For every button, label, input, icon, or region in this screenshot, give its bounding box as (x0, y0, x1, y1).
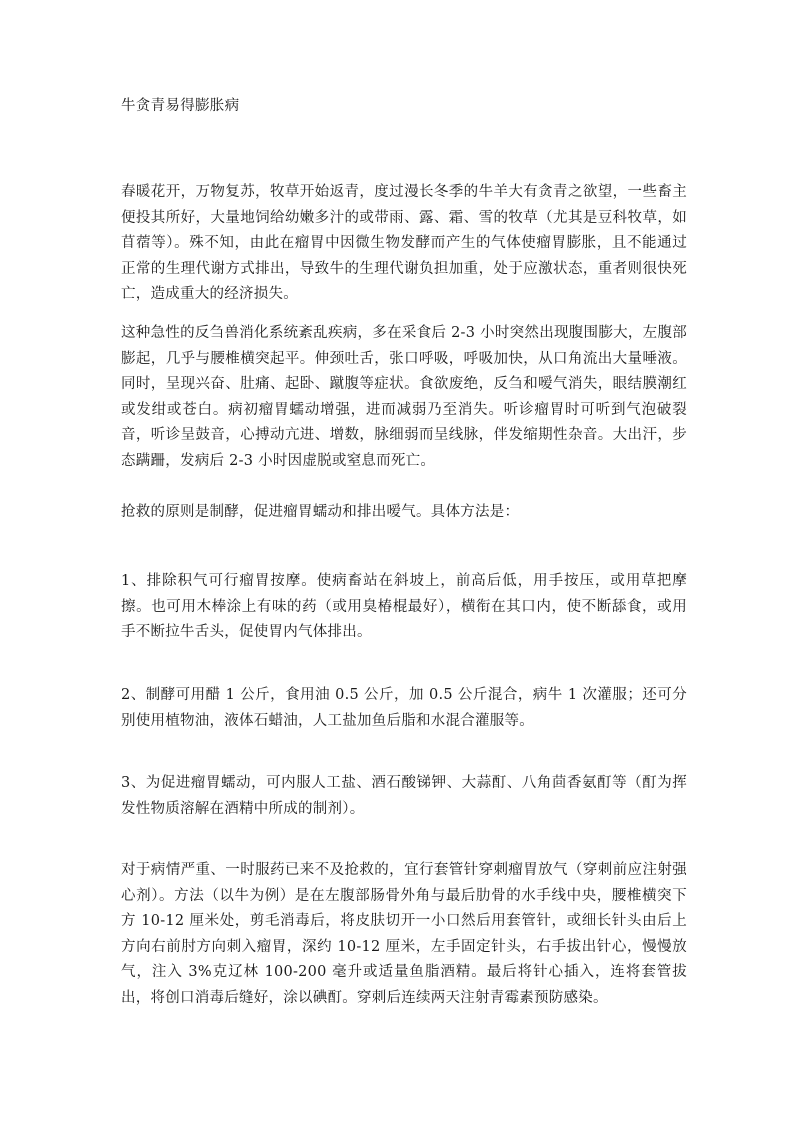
paragraph-symptoms: 这种急性的反刍兽消化系统紊乱疾病，多在采食后 2-3 小时突然出现腹围膨大，左腹部膨起，几乎与腰椎横突起平。伸颈吐舌，张口呼吸，呼吸加快，从口角流出大量唾液。同时，呈现兴奋、肚痛、起卧、蹴腹等症状。食欲废绝，反刍和嗳气消失，眼结膜潮红或发绀或苍白。病初瘤胃蠕动增强，进而减弱乃至消失。听诊瘤胃时可听到气泡破裂音，听诊呈鼓音，心搏动亢进、增数，脉细弱而呈线脉，伴发缩期性杂音。大出汗，步态蹒跚，发病后 2-3 小时因虚脱或窒息而死亡。 (121, 325, 687, 469)
paragraph-rescue-principle: 抢救的原则是制酵，促进瘤胃蠕动和排出嗳气。具体方法是： (121, 504, 520, 520)
paragraph-puncture: 对于病情严重、一时服药已来不及抢救的，宜行套管针穿刺瘤胃放气（穿刺前应注射强心剂）。方法（以牛为例）是在左腹部肠骨外角与最后肋骨的水手线中央，腰椎横突下方 10-12 厘米处，剪毛消毒后，将皮肤切开一小口然后用套管针，或细长针头由后上方向右前肘方向刺入瘤胃，深约 10-12 厘米，左手固定针头，右手拔出针心，慢慢放气，注入 3%克辽林 100-200 毫升或适量鱼脂酒精。最后将针心插入，连将套管拔出，将创口消毒后缝好，涂以碘酊。穿刺后连续两天注射青霉素预防感染。 (121, 862, 687, 1006)
paragraph-method-3: 3、为促进瘤胃蠕动，可内服人工盐、酒石酸锑钾、大蒜酊、八角茴香氨酊等（酊为挥发性物质溶解在酒精中所成的制剂）。 (121, 775, 687, 817)
document-title: 牛贪青易得膨胀病 (121, 98, 240, 114)
paragraph-method-1: 1、排除积气可行瘤胃按摩。使病畜站在斜坡上，前高后低，用手按压，或用草把摩擦。也可用木棒涂上有味的药（或用臭椿棍最好），横衔在其口内，使不断舔食，或用手不断拉牛舌头，促使胃内气体排出。 (121, 573, 687, 641)
paragraph-method-2: 2、制酵可用醋 1 公斤，食用油 0.5 公斤，加 0.5 公斤混合，病牛 1 次灌服；还可分别使用植物油，液体石蜡油，人工盐加鱼后脂和水混合灌服等。 (121, 687, 687, 729)
paragraph-intro: 春暖花开，万物复苏，牧草开始返青，度过漫长冬季的牛羊大有贪青之欲望，一些畜主便投其所好，大量地饲给幼嫩多汁的或带雨、露、霜、雪的牧草（尤其是豆科牧草，如苜蓿等）。殊不知，由此在瘤胃中因微生物发酵而产生的气体使瘤胃膨胀，且不能通过正常的生理代谢方式排出，导致牛的生理代谢负担加重，处于应激状态，重者则很快死亡，造成重大的经济损失。 (121, 184, 687, 303)
